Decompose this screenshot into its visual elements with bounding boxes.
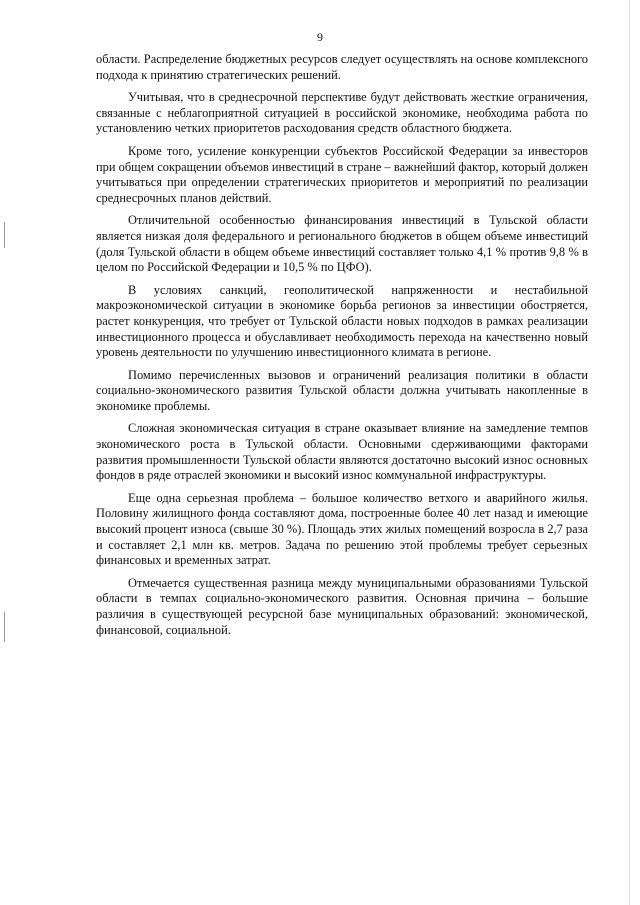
paragraph: Отличительной особенностью финансирования инвестиций в Тульской области является низкая доля федерального и регионального бюджетов в общем объеме инвестиций (доля Тульской области в общем объеме инвестиций составляет только 4,1 % против 9,8 % в целом по Российской Федерации и 10,5 % по ЦФО). xyxy=(96,213,588,275)
paragraph: В условиях санкций, геополитической напряженности и нестабильной макроэкономической ситуации в экономике борьба регионов за инвестиции обостряется, растет конкуренция, что требует от Тульской области новых подходов в рамках реализации инвестиционного процесса и обуславливает необходимость перехода на качественно новый уровень деятельности по улучшению инвестиционного климата в регионе. xyxy=(96,282,588,360)
paragraph: Учитывая, что в среднесрочной перспективе будут действовать жесткие ограничения, связанные с неблагоприятной ситуацией в российской экономике, необходима работа по установлению четких приоритетов расходования средств областного бюджета. xyxy=(96,90,588,136)
paragraph: области. Распределение бюджетных ресурсов следует осуществлять на основе комплексного подхода к принятию стратегических решений. xyxy=(96,52,588,82)
paragraph: Сложная экономическая ситуация в стране оказывает влияние на замедление темпов экономического роста в Тульской области. Основными сдерживающими факторами развития промышленности Тульской области являются достаточно высокий износ основных фондов в ряде отраслей экономики и высокий износ коммунальной инфраструктуры. xyxy=(96,421,588,483)
paragraph: Кроме того, усиление конкуренции субъектов Российской Федерации за инвесторов при общем сокращении объемов инвестиций в стране – важнейший фактор, который должен учитываться при определении стратегических приоритетов и мероприятий по реализации среднесрочных планов действий. xyxy=(96,143,588,205)
page-number: 9 xyxy=(317,30,323,44)
paragraph: Отмечается существенная разница между муниципальными образованиями Тульской области в темпах социально-экономического развития. Основная причина – большие различия в существующей ресурсной базе муниципальных образований: экономической, финансовой, социальной. xyxy=(96,575,588,637)
scan-page-edge xyxy=(629,0,630,905)
paragraph: Еще одна серьезная проблема – большое количество ветхого и аварийного жилья. Половину жилищного фонда составляют дома, построенные более 40 лет назад и имеющие высокий процент износа (свыше 30 %). Площадь этих жилых помещений возросла в 2,7 раза и составляет 2,1 млн кв. метров. Задача по решению этой проблемы требует серьезных финансовых и временных затрат. xyxy=(96,490,589,568)
document-body xyxy=(96,52,588,645)
scan-margin-mark xyxy=(4,222,5,248)
scan-margin-mark xyxy=(4,612,5,642)
paragraph: Помимо перечисленных вызовов и ограничений реализация политики в области социально-экономического развития Тульской области должна учитывать накопленные в экономике проблемы. xyxy=(96,367,588,413)
